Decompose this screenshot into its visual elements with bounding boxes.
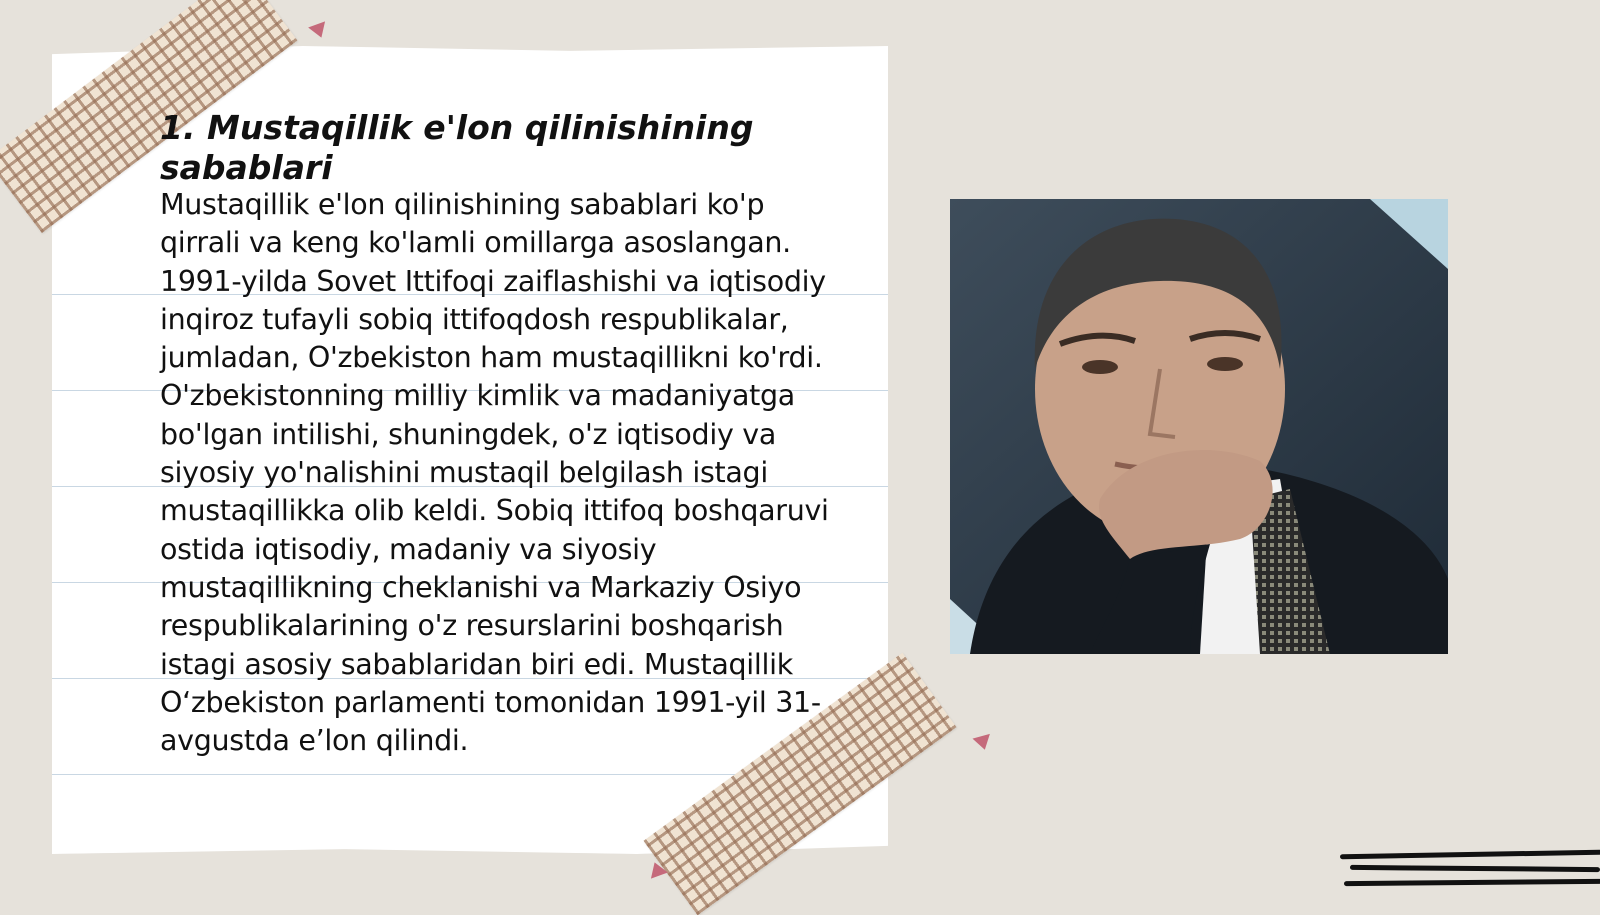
slide-heading: 1. Mustaqillik e'lon qilinishining sabablari [160, 108, 754, 187]
portrait-illustration [950, 199, 1448, 654]
portrait-photo [950, 199, 1448, 654]
pin-icon [972, 734, 993, 752]
slide-body-text: Mustaqillik e'lon qilinishining sabablari ko'p qirrali va keng ko'lamli omillarga asoslangan. 1991-yilda Sovet Ittifoqi zaiflashishi va iqtisodiy inqiroz tufayli sobiq ittifoqdosh respublikalar, jumladan, O'zbekiston ham mustaqillikni ko'rdi. O'zbekistonning milliy kimlik va madaniyatga bo'lgan intilishi, shuningdek, o'z iqtisodiy va siyosiy yo'nalishini mustaqil belgilash istagi mustaqillikka olib keldi. Sobiq ittifoq boshqaruvi ostida iqtisodiy, madaniy va siyosiy mustaqillikning cheklanishi va Markaziy Osiyo respublikalarining o'z resurslarini boshqarish istagi asosiy sabablaridan biri edi. Mustaqillik O‘zbekiston parlamenti tomonidan 1991-yil 31-avgustda e’lon qilindi. [160, 188, 829, 758]
decorative-strokes [1340, 840, 1600, 900]
pin-icon [308, 21, 330, 40]
